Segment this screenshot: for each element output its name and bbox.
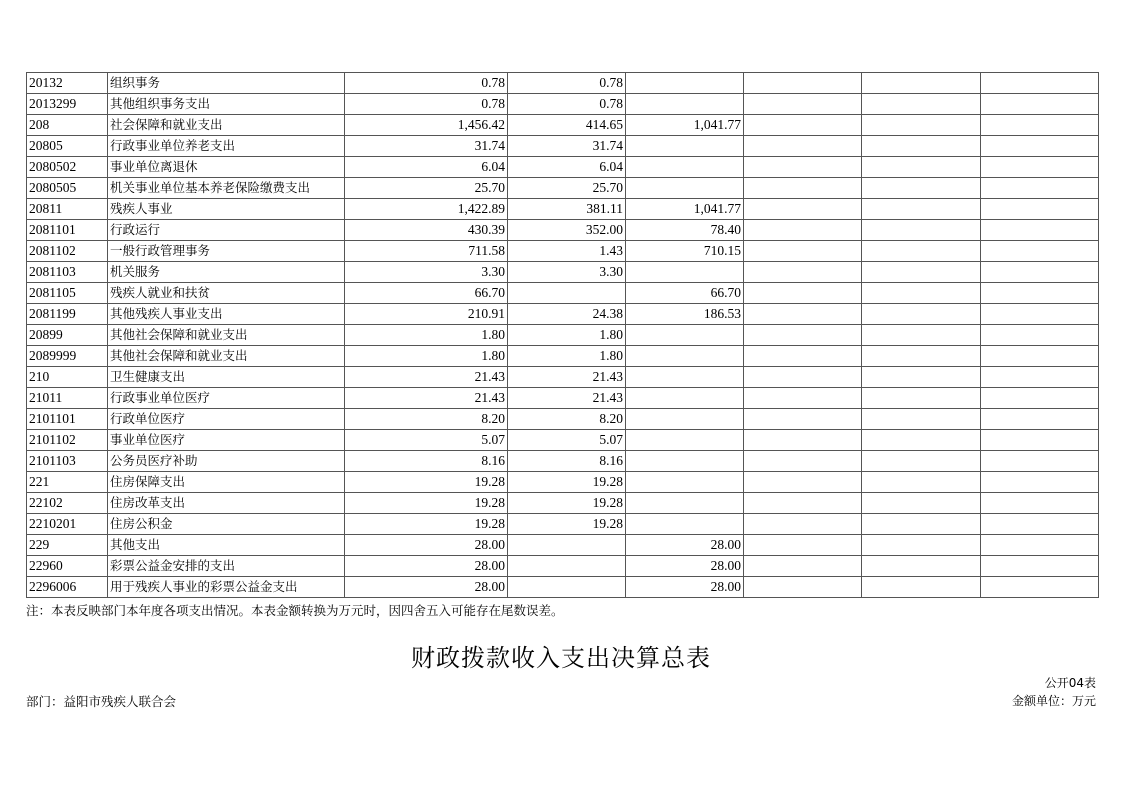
amount-cell bbox=[981, 367, 1099, 388]
table-note: 注：本表反映部门本年度各项支出情况。本表金额转换为万元时，因四舍五入可能存在尾数误差。 bbox=[26, 603, 564, 618]
amount-cell bbox=[981, 157, 1099, 178]
amount-cell bbox=[862, 325, 981, 346]
amount-cell bbox=[508, 283, 626, 304]
subject-name-cell: 卫生健康支出 bbox=[108, 367, 345, 388]
amount-cell: 1,422.89 bbox=[345, 199, 508, 220]
amount-cell bbox=[626, 94, 744, 115]
subject-name-cell: 公务员医疗补助 bbox=[108, 451, 345, 472]
amount-cell bbox=[626, 346, 744, 367]
amount-cell bbox=[744, 514, 862, 535]
amount-cell bbox=[862, 94, 981, 115]
amount-cell bbox=[626, 367, 744, 388]
subject-name-cell: 用于残疾人事业的彩票公益金支出 bbox=[108, 577, 345, 598]
amount-cell bbox=[744, 304, 862, 325]
amount-cell: 186.53 bbox=[626, 304, 744, 325]
subject-code-cell: 2101101 bbox=[27, 409, 108, 430]
amount-cell bbox=[981, 409, 1099, 430]
amount-cell bbox=[626, 409, 744, 430]
subject-name-cell: 其他组织事务支出 bbox=[108, 94, 345, 115]
subject-code-cell: 2210201 bbox=[27, 514, 108, 535]
subject-name-cell: 住房公积金 bbox=[108, 514, 345, 535]
amount-cell: 711.58 bbox=[345, 241, 508, 262]
amount-cell bbox=[508, 535, 626, 556]
amount-cell bbox=[744, 283, 862, 304]
subject-name-cell: 行政事业单位医疗 bbox=[108, 388, 345, 409]
table-row bbox=[27, 409, 1099, 430]
amount-cell bbox=[626, 73, 744, 94]
amount-cell bbox=[862, 556, 981, 577]
amount-cell: 19.28 bbox=[508, 493, 626, 514]
table-row bbox=[27, 115, 1099, 136]
amount-cell bbox=[862, 493, 981, 514]
table-row bbox=[27, 199, 1099, 220]
subject-name-cell: 其他社会保障和就业支出 bbox=[108, 346, 345, 367]
table-row bbox=[27, 535, 1099, 556]
amount-cell bbox=[862, 178, 981, 199]
amount-cell bbox=[626, 325, 744, 346]
amount-cell bbox=[981, 94, 1099, 115]
amount-cell bbox=[744, 430, 862, 451]
amount-cell: 0.78 bbox=[345, 94, 508, 115]
amount-cell bbox=[981, 430, 1099, 451]
amount-cell: 21.43 bbox=[345, 388, 508, 409]
table-row bbox=[27, 94, 1099, 115]
amount-cell bbox=[744, 157, 862, 178]
amount-cell bbox=[744, 388, 862, 409]
table-row bbox=[27, 388, 1099, 409]
amount-cell bbox=[744, 472, 862, 493]
amount-cell: 19.28 bbox=[345, 472, 508, 493]
amount-cell bbox=[626, 136, 744, 157]
amount-cell: 1,041.77 bbox=[626, 199, 744, 220]
amount-cell bbox=[862, 73, 981, 94]
subject-code-cell: 2013299 bbox=[27, 94, 108, 115]
amount-cell bbox=[744, 451, 862, 472]
table-row bbox=[27, 346, 1099, 367]
amount-cell: 28.00 bbox=[345, 556, 508, 577]
amount-cell bbox=[744, 346, 862, 367]
amount-cell bbox=[981, 472, 1099, 493]
table-body bbox=[27, 73, 1099, 598]
subject-name-cell: 行政单位医疗 bbox=[108, 409, 345, 430]
amount-cell: 28.00 bbox=[626, 556, 744, 577]
subject-code-cell: 229 bbox=[27, 535, 108, 556]
amount-cell bbox=[744, 493, 862, 514]
amount-cell bbox=[862, 199, 981, 220]
amount-cell: 0.78 bbox=[508, 73, 626, 94]
amount-cell bbox=[981, 199, 1099, 220]
amount-cell bbox=[862, 115, 981, 136]
subject-name-cell: 行政事业单位养老支出 bbox=[108, 136, 345, 157]
amount-cell bbox=[744, 94, 862, 115]
subject-name-cell: 残疾人事业 bbox=[108, 199, 345, 220]
amount-cell: 1.80 bbox=[508, 346, 626, 367]
amount-cell: 1.80 bbox=[345, 325, 508, 346]
amount-cell: 5.07 bbox=[345, 430, 508, 451]
amount-cell: 1,041.77 bbox=[626, 115, 744, 136]
subject-name-cell: 机关事业单位基本养老保险缴费支出 bbox=[108, 178, 345, 199]
amount-cell: 430.39 bbox=[345, 220, 508, 241]
subject-code-cell: 210 bbox=[27, 367, 108, 388]
amount-cell bbox=[744, 220, 862, 241]
amount-cell: 21.43 bbox=[508, 367, 626, 388]
amount-cell: 1,456.42 bbox=[345, 115, 508, 136]
amount-cell bbox=[862, 283, 981, 304]
subject-name-cell: 行政运行 bbox=[108, 220, 345, 241]
subject-code-cell: 2080502 bbox=[27, 157, 108, 178]
amount-cell bbox=[744, 115, 862, 136]
amount-cell bbox=[981, 346, 1099, 367]
amount-cell bbox=[744, 409, 862, 430]
amount-cell bbox=[981, 115, 1099, 136]
amount-cell bbox=[744, 178, 862, 199]
subject-code-cell: 2081102 bbox=[27, 241, 108, 262]
subject-name-cell: 事业单位医疗 bbox=[108, 430, 345, 451]
amount-cell bbox=[981, 388, 1099, 409]
amount-cell bbox=[862, 241, 981, 262]
amount-cell bbox=[862, 220, 981, 241]
amount-cell: 414.65 bbox=[508, 115, 626, 136]
table-row bbox=[27, 241, 1099, 262]
table-row bbox=[27, 367, 1099, 388]
amount-cell bbox=[981, 325, 1099, 346]
table-row bbox=[27, 493, 1099, 514]
amount-cell: 21.43 bbox=[345, 367, 508, 388]
amount-cell bbox=[626, 514, 744, 535]
amount-cell bbox=[744, 535, 862, 556]
amount-cell bbox=[744, 73, 862, 94]
amount-cell: 19.28 bbox=[345, 514, 508, 535]
subject-code-cell: 2081101 bbox=[27, 220, 108, 241]
amount-cell bbox=[626, 472, 744, 493]
amount-cell: 21.43 bbox=[508, 388, 626, 409]
amount-cell bbox=[981, 577, 1099, 598]
page-title: 财政拨款收入支出决算总表 bbox=[411, 644, 711, 672]
subject-code-cell: 2081103 bbox=[27, 262, 108, 283]
amount-cell: 1.80 bbox=[508, 325, 626, 346]
subject-code-cell: 20805 bbox=[27, 136, 108, 157]
amount-cell bbox=[744, 577, 862, 598]
subject-code-cell: 2080505 bbox=[27, 178, 108, 199]
table-row bbox=[27, 262, 1099, 283]
amount-cell bbox=[626, 430, 744, 451]
subject-code-cell: 21011 bbox=[27, 388, 108, 409]
amount-cell: 8.20 bbox=[508, 409, 626, 430]
amount-cell bbox=[862, 430, 981, 451]
amount-cell bbox=[508, 556, 626, 577]
amount-cell bbox=[744, 241, 862, 262]
table-row bbox=[27, 556, 1099, 577]
expenditure-table bbox=[26, 72, 1099, 598]
subject-code-cell: 22102 bbox=[27, 493, 108, 514]
table-row bbox=[27, 430, 1099, 451]
subject-name-cell: 一般行政管理事务 bbox=[108, 241, 345, 262]
subject-code-cell: 20132 bbox=[27, 73, 108, 94]
amount-cell bbox=[862, 136, 981, 157]
amount-cell: 66.70 bbox=[345, 283, 508, 304]
subject-code-cell: 2089999 bbox=[27, 346, 108, 367]
amount-cell: 1.43 bbox=[508, 241, 626, 262]
amount-cell bbox=[981, 451, 1099, 472]
subject-code-cell: 20811 bbox=[27, 199, 108, 220]
subject-code-cell: 2081105 bbox=[27, 283, 108, 304]
amount-cell bbox=[744, 199, 862, 220]
amount-cell: 19.28 bbox=[508, 514, 626, 535]
amount-cell: 710.15 bbox=[626, 241, 744, 262]
subject-name-cell: 住房改革支出 bbox=[108, 493, 345, 514]
subject-code-cell: 208 bbox=[27, 115, 108, 136]
amount-cell bbox=[862, 514, 981, 535]
subject-code-cell: 2101103 bbox=[27, 451, 108, 472]
amount-cell bbox=[626, 157, 744, 178]
amount-cell: 0.78 bbox=[345, 73, 508, 94]
table-row bbox=[27, 451, 1099, 472]
subject-code-cell: 2081199 bbox=[27, 304, 108, 325]
amount-cell bbox=[862, 409, 981, 430]
amount-cell bbox=[981, 220, 1099, 241]
subject-code-cell: 2101102 bbox=[27, 430, 108, 451]
amount-cell: 6.04 bbox=[345, 157, 508, 178]
amount-cell bbox=[862, 451, 981, 472]
table-row bbox=[27, 73, 1099, 94]
amount-cell: 28.00 bbox=[345, 535, 508, 556]
amount-cell: 78.40 bbox=[626, 220, 744, 241]
amount-cell bbox=[626, 493, 744, 514]
amount-cell bbox=[981, 136, 1099, 157]
amount-cell: 8.16 bbox=[508, 451, 626, 472]
amount-cell: 381.11 bbox=[508, 199, 626, 220]
amount-cell bbox=[862, 388, 981, 409]
amount-cell bbox=[981, 304, 1099, 325]
amount-cell bbox=[744, 136, 862, 157]
table-row bbox=[27, 220, 1099, 241]
amount-cell bbox=[981, 493, 1099, 514]
amount-cell: 1.80 bbox=[345, 346, 508, 367]
table-row bbox=[27, 178, 1099, 199]
amount-cell: 25.70 bbox=[345, 178, 508, 199]
amount-cell: 28.00 bbox=[626, 535, 744, 556]
table-row bbox=[27, 136, 1099, 157]
amount-cell: 31.74 bbox=[345, 136, 508, 157]
amount-cell bbox=[862, 304, 981, 325]
amount-cell: 28.00 bbox=[626, 577, 744, 598]
amount-cell: 66.70 bbox=[626, 283, 744, 304]
amount-cell bbox=[626, 388, 744, 409]
subject-code-cell: 22960 bbox=[27, 556, 108, 577]
amount-cell: 6.04 bbox=[508, 157, 626, 178]
subject-name-cell: 社会保障和就业支出 bbox=[108, 115, 345, 136]
subject-code-cell: 20899 bbox=[27, 325, 108, 346]
amount-cell bbox=[626, 262, 744, 283]
table-row bbox=[27, 577, 1099, 598]
table-row bbox=[27, 157, 1099, 178]
amount-cell: 31.74 bbox=[508, 136, 626, 157]
amount-cell bbox=[981, 283, 1099, 304]
amount-cell: 8.20 bbox=[345, 409, 508, 430]
amount-cell bbox=[744, 367, 862, 388]
table-row bbox=[27, 304, 1099, 325]
amount-cell bbox=[626, 178, 744, 199]
subject-name-cell: 其他残疾人事业支出 bbox=[108, 304, 345, 325]
amount-cell: 19.28 bbox=[345, 493, 508, 514]
amount-cell bbox=[981, 178, 1099, 199]
amount-cell: 24.38 bbox=[508, 304, 626, 325]
amount-cell bbox=[981, 262, 1099, 283]
amount-cell bbox=[862, 472, 981, 493]
amount-cell bbox=[862, 262, 981, 283]
subject-name-cell: 其他社会保障和就业支出 bbox=[108, 325, 345, 346]
subject-code-cell: 2296006 bbox=[27, 577, 108, 598]
amount-cell bbox=[626, 451, 744, 472]
table-row bbox=[27, 472, 1099, 493]
amount-cell: 5.07 bbox=[508, 430, 626, 451]
subject-name-cell: 组织事务 bbox=[108, 73, 345, 94]
amount-cell bbox=[744, 325, 862, 346]
subject-name-cell: 残疾人就业和扶贫 bbox=[108, 283, 345, 304]
table-row bbox=[27, 325, 1099, 346]
amount-cell bbox=[981, 556, 1099, 577]
amount-cell: 210.91 bbox=[345, 304, 508, 325]
amount-cell: 8.16 bbox=[345, 451, 508, 472]
table-row bbox=[27, 514, 1099, 535]
amount-cell: 3.30 bbox=[345, 262, 508, 283]
department-label: 部门：益阳市残疾人联合会 bbox=[26, 694, 177, 709]
amount-cell bbox=[862, 535, 981, 556]
amount-unit-label: 金额单位：万元 bbox=[1011, 694, 1096, 708]
table-row bbox=[27, 283, 1099, 304]
amount-cell bbox=[744, 556, 862, 577]
amount-cell: 3.30 bbox=[508, 262, 626, 283]
amount-cell bbox=[981, 514, 1099, 535]
amount-cell: 25.70 bbox=[508, 178, 626, 199]
subject-name-cell: 住房保障支出 bbox=[108, 472, 345, 493]
subject-name-cell: 机关服务 bbox=[108, 262, 345, 283]
amount-cell bbox=[981, 73, 1099, 94]
amount-cell bbox=[981, 241, 1099, 262]
subject-name-cell: 其他支出 bbox=[108, 535, 345, 556]
amount-cell bbox=[981, 535, 1099, 556]
amount-cell bbox=[862, 157, 981, 178]
amount-cell bbox=[744, 262, 862, 283]
amount-cell bbox=[508, 577, 626, 598]
amount-cell: 352.00 bbox=[508, 220, 626, 241]
subject-name-cell: 事业单位离退休 bbox=[108, 157, 345, 178]
subject-name-cell: 彩票公益金安排的支出 bbox=[108, 556, 345, 577]
amount-cell: 28.00 bbox=[345, 577, 508, 598]
amount-cell: 0.78 bbox=[508, 94, 626, 115]
amount-cell bbox=[862, 346, 981, 367]
amount-cell bbox=[862, 367, 981, 388]
form-code: 公开04表 bbox=[1044, 676, 1096, 690]
amount-cell: 19.28 bbox=[508, 472, 626, 493]
subject-code-cell: 221 bbox=[27, 472, 108, 493]
amount-cell bbox=[862, 577, 981, 598]
